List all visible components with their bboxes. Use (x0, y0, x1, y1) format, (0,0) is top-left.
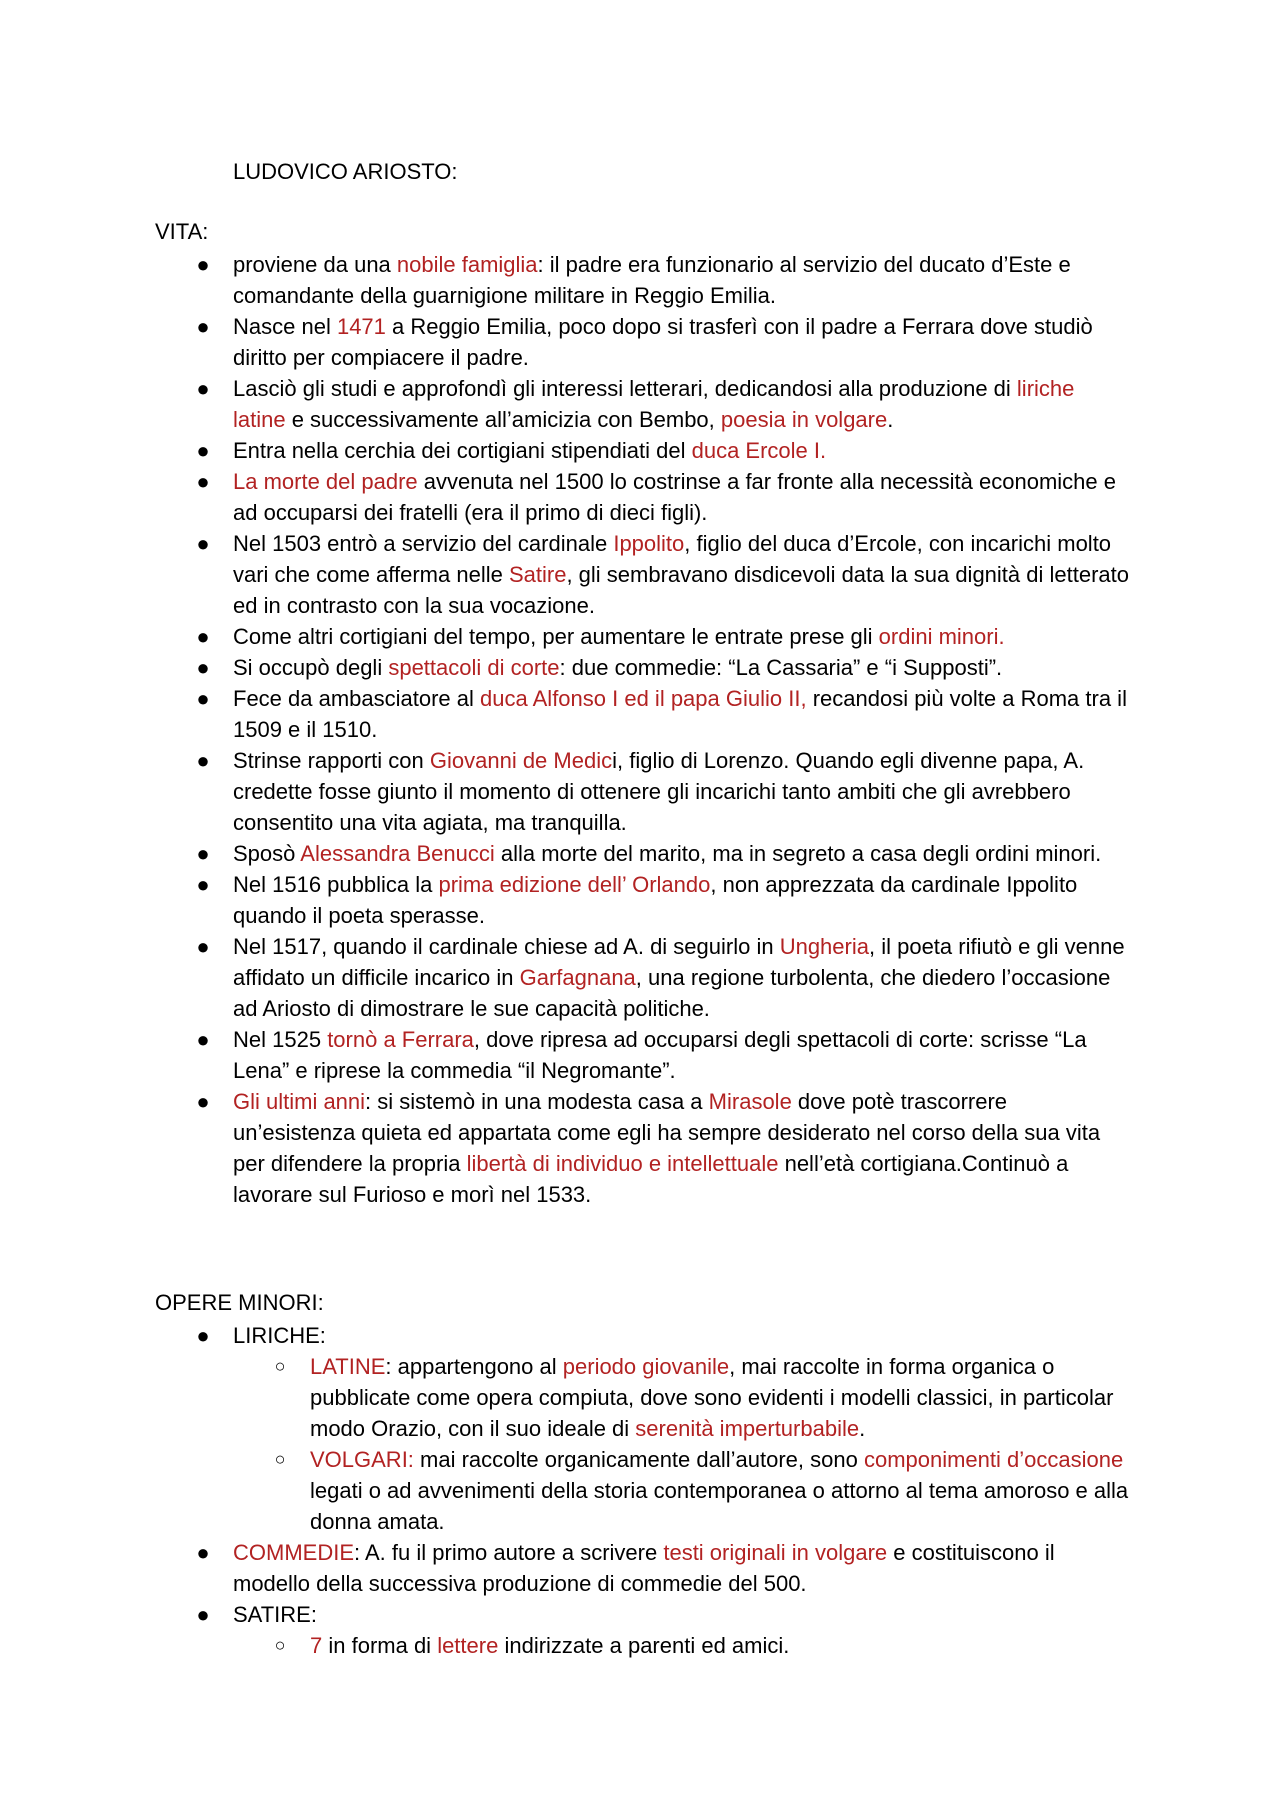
item-text (310, 1354, 1113, 1441)
disc-bullet-icon: ● (196, 686, 210, 711)
highlighted-text: spettacoli di corte (388, 655, 560, 680)
highlighted-text: serenità imperturbabile (635, 1416, 860, 1441)
list-item (196, 311, 1133, 373)
disc-bullet-icon: ● (196, 531, 210, 556)
text-run: in forma di (322, 1633, 438, 1658)
text-run: : si sistemò in una modesta casa a (365, 1089, 709, 1114)
text-run: , gli sembravano disdicevoli data la sua dignità di letterato ed in contrasto con la sua vocazione. (233, 562, 1129, 618)
text-run: Strinse rapporti con (233, 748, 430, 773)
disc-bullet-icon: ● (196, 1027, 210, 1052)
text-run: alla morte del marito, ma in segreto a casa degli ordini minori. (494, 841, 1102, 866)
disc-bullet-icon: ● (196, 934, 210, 959)
item-text (233, 1540, 1055, 1596)
text-run: : A. fu il primo autore a scrivere (354, 1540, 664, 1565)
item-text (233, 252, 1071, 308)
circle-bullet-icon: ○ (274, 1356, 286, 1376)
highlighted-text: ordini minori. (878, 624, 1005, 649)
sub-list-item (274, 1444, 1133, 1537)
highlighted-text: 7 (310, 1633, 323, 1658)
text-run: , il poeta rifiutò e gli venne affidato un difficile incarico in (233, 934, 1125, 990)
text-run: Nel 1517, quando il cardinale chiese ad A. di seguirlo in (233, 934, 780, 959)
item-text (233, 841, 1101, 866)
list-item (196, 466, 1133, 528)
text-run: indirizzate a parenti ed amici. (498, 1633, 790, 1658)
highlighted-text: LATINE (310, 1354, 386, 1379)
list-item (196, 652, 1133, 683)
disc-bullet-icon: ● (196, 438, 210, 463)
disc-bullet-icon: ● (196, 1602, 210, 1627)
highlighted-text: Alessandra Benucci (300, 841, 495, 866)
text-run: mai raccolte organicamente dall’autore, sono (413, 1447, 864, 1472)
list-item (196, 838, 1133, 869)
text-run: SATIRE: (233, 1602, 317, 1627)
disc-bullet-icon: ● (196, 376, 210, 401)
list-item (196, 869, 1133, 931)
text-run: e costituiscono il modello della successiva produzione di commedie del 500. (233, 1540, 1055, 1596)
highlighted-text: tornò a Ferrara (327, 1027, 474, 1052)
item-text (233, 872, 1077, 928)
list-item (196, 435, 1133, 466)
text-run: Lasciò gli studi e approfondì gli interessi letterari, dedicandosi alla produzione di (233, 376, 1017, 401)
disc-bullet-icon: ● (196, 314, 210, 339)
text-run: avvenuta nel 1500 lo costrinse a far fronte alla necessità economiche e ad occuparsi dei fratelli (era il primo di dieci figli). (233, 469, 1116, 525)
highlighted-text: COMMEDIE (233, 1540, 354, 1565)
highlighted-text: libertà di individuo e intellettuale (466, 1151, 779, 1176)
item-text (310, 1633, 789, 1658)
list-item (196, 1024, 1133, 1086)
highlighted-text: testi originali in volgare (663, 1540, 888, 1565)
text-run: Nel 1503 entrò a servizio del cardinale (233, 531, 614, 556)
item-text (233, 1089, 1100, 1207)
text-run: : il padre era funzionario al servizio del ducato d’Este e comandante della guarnigione militare in Reggio Emilia. (233, 252, 1071, 308)
highlighted-text: periodo giovanile (562, 1354, 730, 1379)
highlighted-text: lettere (437, 1633, 499, 1658)
item-text (233, 376, 1074, 432)
item-text (233, 469, 1116, 525)
text-run: nell’età cortigiana.Continuò a lavorare sul Furioso e morì nel 1533. (233, 1151, 1069, 1207)
text-run: , mai raccolte in forma organica o pubblicate come opera compiuta, dove sono evidenti i modelli classici, in particolar modo Orazio, con il suo ideale di (310, 1354, 1114, 1441)
item-text (233, 686, 1127, 742)
highlighted-text: componimenti d’occasione (863, 1447, 1124, 1472)
text-run: . (887, 407, 894, 432)
highlighted-text: duca Alfonso I ed il papa Giulio II, (480, 686, 807, 711)
sub-list-item (274, 1630, 1133, 1661)
item-text (233, 934, 1125, 1021)
list-item (196, 621, 1133, 652)
highlighted-text: liriche latine (233, 376, 1075, 432)
vita-heading: VITA: (155, 219, 209, 244)
highlighted-text: Ungheria (779, 934, 869, 959)
list-item (196, 683, 1133, 745)
text-run: Come altri cortigiani del tempo, per aumentare le entrate prese gli (233, 624, 879, 649)
item-text (233, 1027, 1087, 1083)
highlighted-text: prima edizione dell’ Orlando (438, 872, 711, 897)
highlighted-text: 1471 (336, 314, 386, 339)
disc-bullet-icon: ● (196, 841, 210, 866)
list-item (196, 745, 1133, 838)
page-title: LUDOVICO ARIOSTO: (233, 159, 458, 184)
sub-list (274, 1630, 1133, 1661)
text-run: a Reggio Emilia, poco dopo si trasferì con il padre a Ferrara dove studiò diritto per compiacere il padre. (233, 314, 1093, 370)
text-run: Nasce nel (233, 314, 337, 339)
disc-bullet-icon: ● (196, 469, 210, 494)
highlighted-text: Gli ultimi anni (233, 1089, 366, 1114)
disc-bullet-icon: ● (196, 872, 210, 897)
highlighted-text: VOLGARI: (310, 1447, 414, 1472)
item-text (310, 1447, 1128, 1534)
text-run: Sposò (233, 841, 301, 866)
disc-bullet-icon: ● (196, 748, 210, 773)
item-text (233, 1602, 317, 1627)
disc-bullet-icon: ● (196, 1540, 210, 1565)
disc-bullet-icon: ● (196, 655, 210, 680)
opere-minori-list (196, 1320, 1133, 1661)
text-run: LIRICHE: (233, 1323, 326, 1348)
item-text (233, 314, 1093, 370)
circle-bullet-icon: ○ (274, 1635, 286, 1655)
highlighted-text: Ippolito (613, 531, 685, 556)
highlighted-text: duca Ercole I. (691, 438, 827, 463)
item-text (233, 655, 1002, 680)
list-item (196, 1537, 1133, 1599)
list-item (196, 528, 1133, 621)
text-run: i, figlio di Lorenzo. Quando egli divenne papa, A. credette fosse giunto il momento di ottenere gli incarichi tanto ambiti che gli avrebbero consentito una vita agiata, ma tranquilla. (233, 748, 1085, 835)
text-run: proviene da una (233, 252, 397, 277)
text-run: , una regione turbolenta, che diedero l’occasione ad Ariosto di dimostrare le sue capacità politiche. (233, 965, 1111, 1021)
sub-list (274, 1351, 1133, 1537)
item-text (233, 531, 1129, 618)
highlighted-text: poesia in volgare (720, 407, 888, 432)
text-run: Si occupò degli (233, 655, 389, 680)
disc-bullet-icon: ● (196, 1323, 210, 1348)
vita-list (196, 249, 1133, 1210)
disc-bullet-icon: ● (196, 624, 210, 649)
item-text (233, 748, 1084, 835)
text-run: legati o ad avvenimenti della storia contemporanea o attorno al tema amoroso e alla donna amata. (310, 1478, 1129, 1534)
disc-bullet-icon: ● (196, 252, 210, 277)
text-run: recandosi più volte a Roma tra il 1509 e il 1510. (233, 686, 1127, 742)
list-item (196, 931, 1133, 1024)
text-run: Entra nella cerchia dei cortigiani stipendiati del (233, 438, 692, 463)
list-item (196, 1320, 1133, 1537)
text-run: . (859, 1416, 866, 1441)
highlighted-text: Satire (508, 562, 567, 587)
text-run: , non apprezzata da cardinale Ippolito quando il poeta sperasse. (233, 872, 1078, 928)
text-run: , dove ripresa ad occuparsi degli spettacoli di corte: scrisse “La Lena” e riprese la commedia “il Negromante”. (233, 1027, 1087, 1083)
list-item (196, 1086, 1133, 1210)
item-text (233, 438, 826, 463)
text-run: : due commedie: “La Cassaria” e “i Supposti”. (559, 655, 1003, 680)
list-item (196, 373, 1133, 435)
text-run: e successivamente all’amicizia con Bembo, (285, 407, 721, 432)
sub-list-item (274, 1351, 1133, 1444)
text-run: dove potè trascorrere un’esistenza quieta ed appartata come egli ha sempre desiderato nel corso della sua vita per difendere la propria (233, 1089, 1101, 1176)
text-run: : appartengono al (385, 1354, 563, 1379)
text-run: Nel 1516 pubblica la (233, 872, 439, 897)
circle-bullet-icon: ○ (274, 1449, 286, 1469)
text-run: Nel 1525 (233, 1027, 328, 1052)
text-run: Fece da ambasciatore al (233, 686, 481, 711)
disc-bullet-icon: ● (196, 1089, 210, 1114)
item-text (233, 1323, 326, 1348)
highlighted-text: nobile famiglia (396, 252, 538, 277)
highlighted-text: Giovanni de Medic (429, 748, 613, 773)
text-run: , figlio del duca d’Ercole, con incarichi molto vari che come afferma nelle (233, 531, 1112, 587)
list-item (196, 1599, 1133, 1661)
highlighted-text: Garfagnana (519, 965, 636, 990)
opere-minori-heading: OPERE MINORI: (155, 1290, 324, 1315)
highlighted-text: Mirasole (708, 1089, 792, 1114)
list-item (196, 249, 1133, 311)
item-text (233, 624, 1005, 649)
highlighted-text: La morte del padre (233, 469, 418, 494)
